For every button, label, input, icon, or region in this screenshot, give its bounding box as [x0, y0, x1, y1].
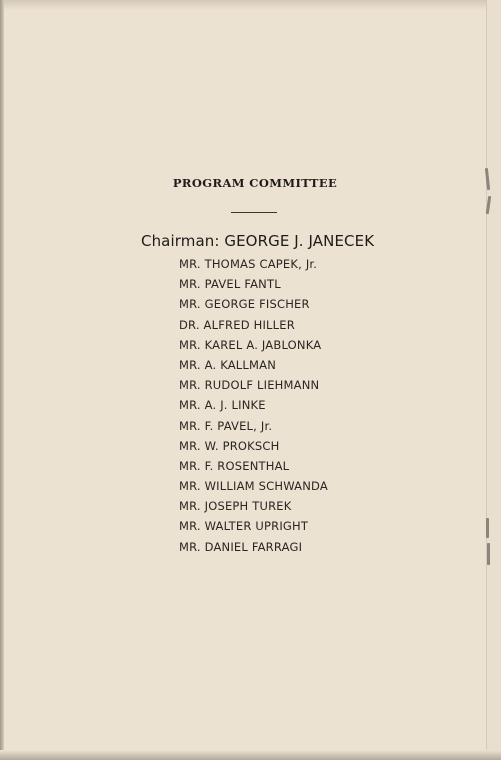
list-item: MR. A. J. LINKE — [179, 398, 266, 413]
page-title: PROGRAM COMMITTEE — [172, 176, 338, 190]
list-item: MR. RUDOLF LIEHMANN — [179, 378, 320, 393]
list-item: MR. A. KALLMAN — [179, 357, 277, 372]
title-divider — [231, 212, 277, 213]
page-bottom-shadow — [0, 750, 501, 760]
list-item: MR. F. PAVEL, Jr. — [179, 418, 273, 433]
list-item: DR. ALFRED HILLER — [179, 317, 295, 332]
binding-edge — [0, 0, 4, 760]
chairman-line: Chairman: GEORGE J. JANECEK — [141, 232, 375, 250]
list-item: MR. THOMAS CAPEK, Jr. — [179, 257, 318, 271]
list-item: MR. F. ROSENTHAL — [179, 458, 290, 473]
list-item: MR. GEORGE FISCHER — [179, 297, 310, 312]
list-item: MR. KAREL A. JABLONKA — [179, 337, 322, 352]
list-item: MR. W. PROKSCH — [179, 438, 280, 453]
list-item: MR. JOSEPH TUREK — [179, 499, 292, 514]
next-sheet-edge — [486, 0, 501, 760]
list-item: MR. DANIEL FARRAGI — [179, 539, 303, 554]
list-item: MR. WILLIAM SCHWANDA — [179, 479, 328, 494]
member-list — [179, 254, 328, 557]
page-top-shadow — [0, 0, 501, 10]
list-item: MR. PAVEL FANTL — [179, 277, 281, 292]
staple-mark — [486, 518, 489, 538]
staple-mark — [487, 543, 490, 565]
list-item: MR. WALTER UPRIGHT — [179, 519, 309, 534]
